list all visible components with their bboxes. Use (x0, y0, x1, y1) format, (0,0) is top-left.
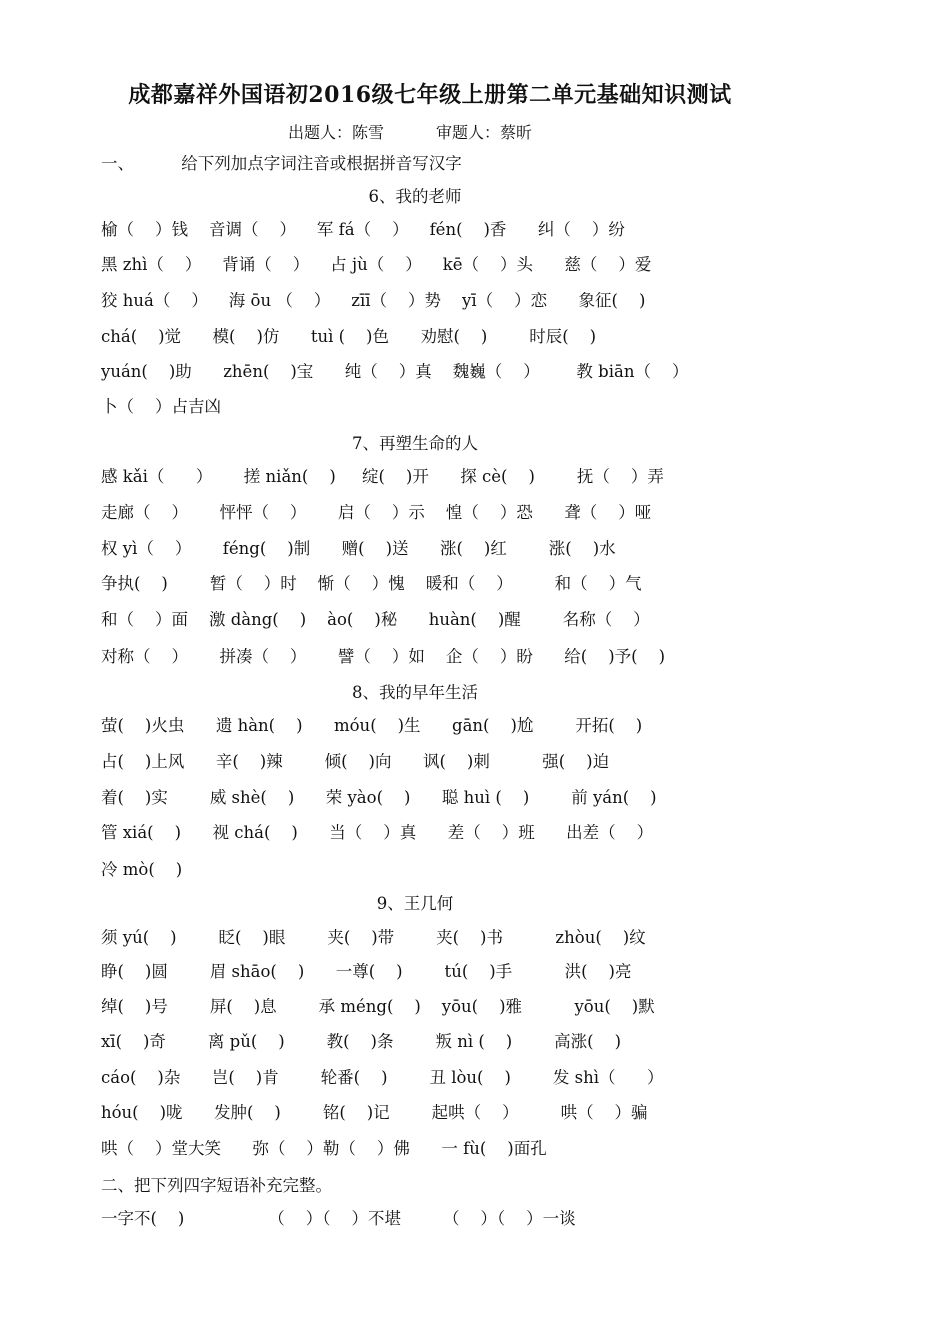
lesson-9-row-2: 睁( )圆 眉 shāo( ) 一尊( ) tú( )手 洪( )亮 (101, 962, 632, 981)
reviewer-label: 审题人：蔡昕 (436, 123, 533, 142)
lesson-8-row-4: 管 xiá( ) 视 chá( ) 当（ ）真 差（ ）班 出差（ ） (101, 823, 654, 842)
lesson-7-heading: 7、再塑生命的人 (352, 434, 478, 453)
lesson-7-row-3: 权 yì（ ） féng( )制 赠( )送 涨( )红 涨( )水 (101, 539, 616, 558)
page-title: 成都嘉祥外国语初2016级七年级上册第二单元基础知识测试 (128, 82, 732, 108)
lesson-8-heading: 8、我的早年生活 (352, 683, 478, 702)
lesson-9-row-3: 绰( )号 屏( )息 承 méng( ) yōu( )雅 yōu( )默 (101, 997, 655, 1016)
lesson-6-row-5: yuán( )助 zhēn( )宝 纯（ ）真 魏巍（ ） 教 biān（ ） (101, 362, 689, 381)
lesson-8-row-1: 萤( )火虫 遗 hàn( ) móu( )生 gān( )尬 开拓( ) (101, 716, 643, 735)
section-one-instruction: 给下列加点字词注音或根据拼音写汉字 (181, 154, 462, 173)
lesson-7-row-4: 争执( ) 暂（ ）时 惭（ ）愧 暖和（ ） 和（ ）气 (101, 574, 642, 593)
lesson-7-row-6: 对称（ ） 拼凑（ ） 譬（ ）如 企（ ）盼 给( )予( ) (101, 647, 666, 666)
lesson-9-row-6: hóu( )咙 发肿( ) 铭( )记 起哄（ ） 哄（ ）骗 (101, 1103, 648, 1122)
section-two-row-1: 一字不( ) （ ）（ ）不堪 （ ）（ ）一谈 (101, 1209, 576, 1228)
lesson-6-row-6: 卜（ ）占吉凶 (101, 397, 221, 416)
lesson-9-row-4: xī( )奇 离 pǔ( ) 教( )条 叛 nì ( ) 高涨( ) (101, 1032, 622, 1051)
lesson-9-row-7: 哄（ ）堂大笑 弥（ ）勒（ ）佛 一 fù( )面孔 (101, 1139, 547, 1158)
lesson-9-row-1: 须 yú( ) 眨( )眼 夹( )带 夹( )书 zhòu( )纹 (101, 928, 646, 947)
lesson-7-row-2: 走廊（ ） 怦怦（ ） 启（ ）示 惶（ ）恐 聋（ ）哑 (101, 503, 652, 522)
lesson-6-row-2: 黑 zhì（ ） 背诵（ ） 占 jù（ ） kē（ ）头 慈（ ）爱 (101, 255, 652, 274)
section-two-heading: 二、把下列四字短语补充完整。 (101, 1176, 332, 1195)
section-one-heading (101, 154, 462, 174)
lesson-6-row-3: 狡 huá（ ） 海 ōu （ ） zīī（ ）势 yī（ ）恋 象征( ) (101, 291, 646, 310)
lesson-7-row-5: 和（ ）面 激 dàng( ) ào( )秘 huàn( )醒 名称（ ） (101, 610, 650, 629)
lesson-6-row-4: chá( )觉 模( )仿 tuì ( )色 劝慰( ) 时辰( ) (101, 327, 597, 346)
lesson-9-row-5: cáo( )杂 岂( )肯 轮番( ) 丑 lòu( ) 发 shì（ ） (101, 1068, 664, 1087)
lesson-7-row-1: 感 kǎi（ ） 搓 niǎn( ) 绽( )开 探 cè( ) 抚（ ）弄 (101, 467, 664, 486)
lesson-8-row-5: 冷 mò( ) (101, 860, 183, 879)
lesson-8-row-2: 占( )上风 辛( )辣 倾( )向 讽( )刺 强( )迫 (101, 752, 610, 771)
lesson-6-heading: 6、我的老师 (368, 187, 462, 206)
lesson-6-row-1: 榆（ ）钱 音调（ ） 军 fá（ ） fén( )香 纠（ ）纷 (101, 220, 625, 239)
lesson-8-row-3: 着( )实 威 shè( ) 荣 yào( ) 聪 huì ( ) 前 yán( ) (101, 788, 657, 807)
author-line (0, 120, 820, 143)
setter-label: 出题人：陈雪 (287, 123, 384, 142)
lesson-9-heading: 9、王几何 (376, 894, 454, 913)
section-one-number: 一、 (101, 154, 134, 173)
